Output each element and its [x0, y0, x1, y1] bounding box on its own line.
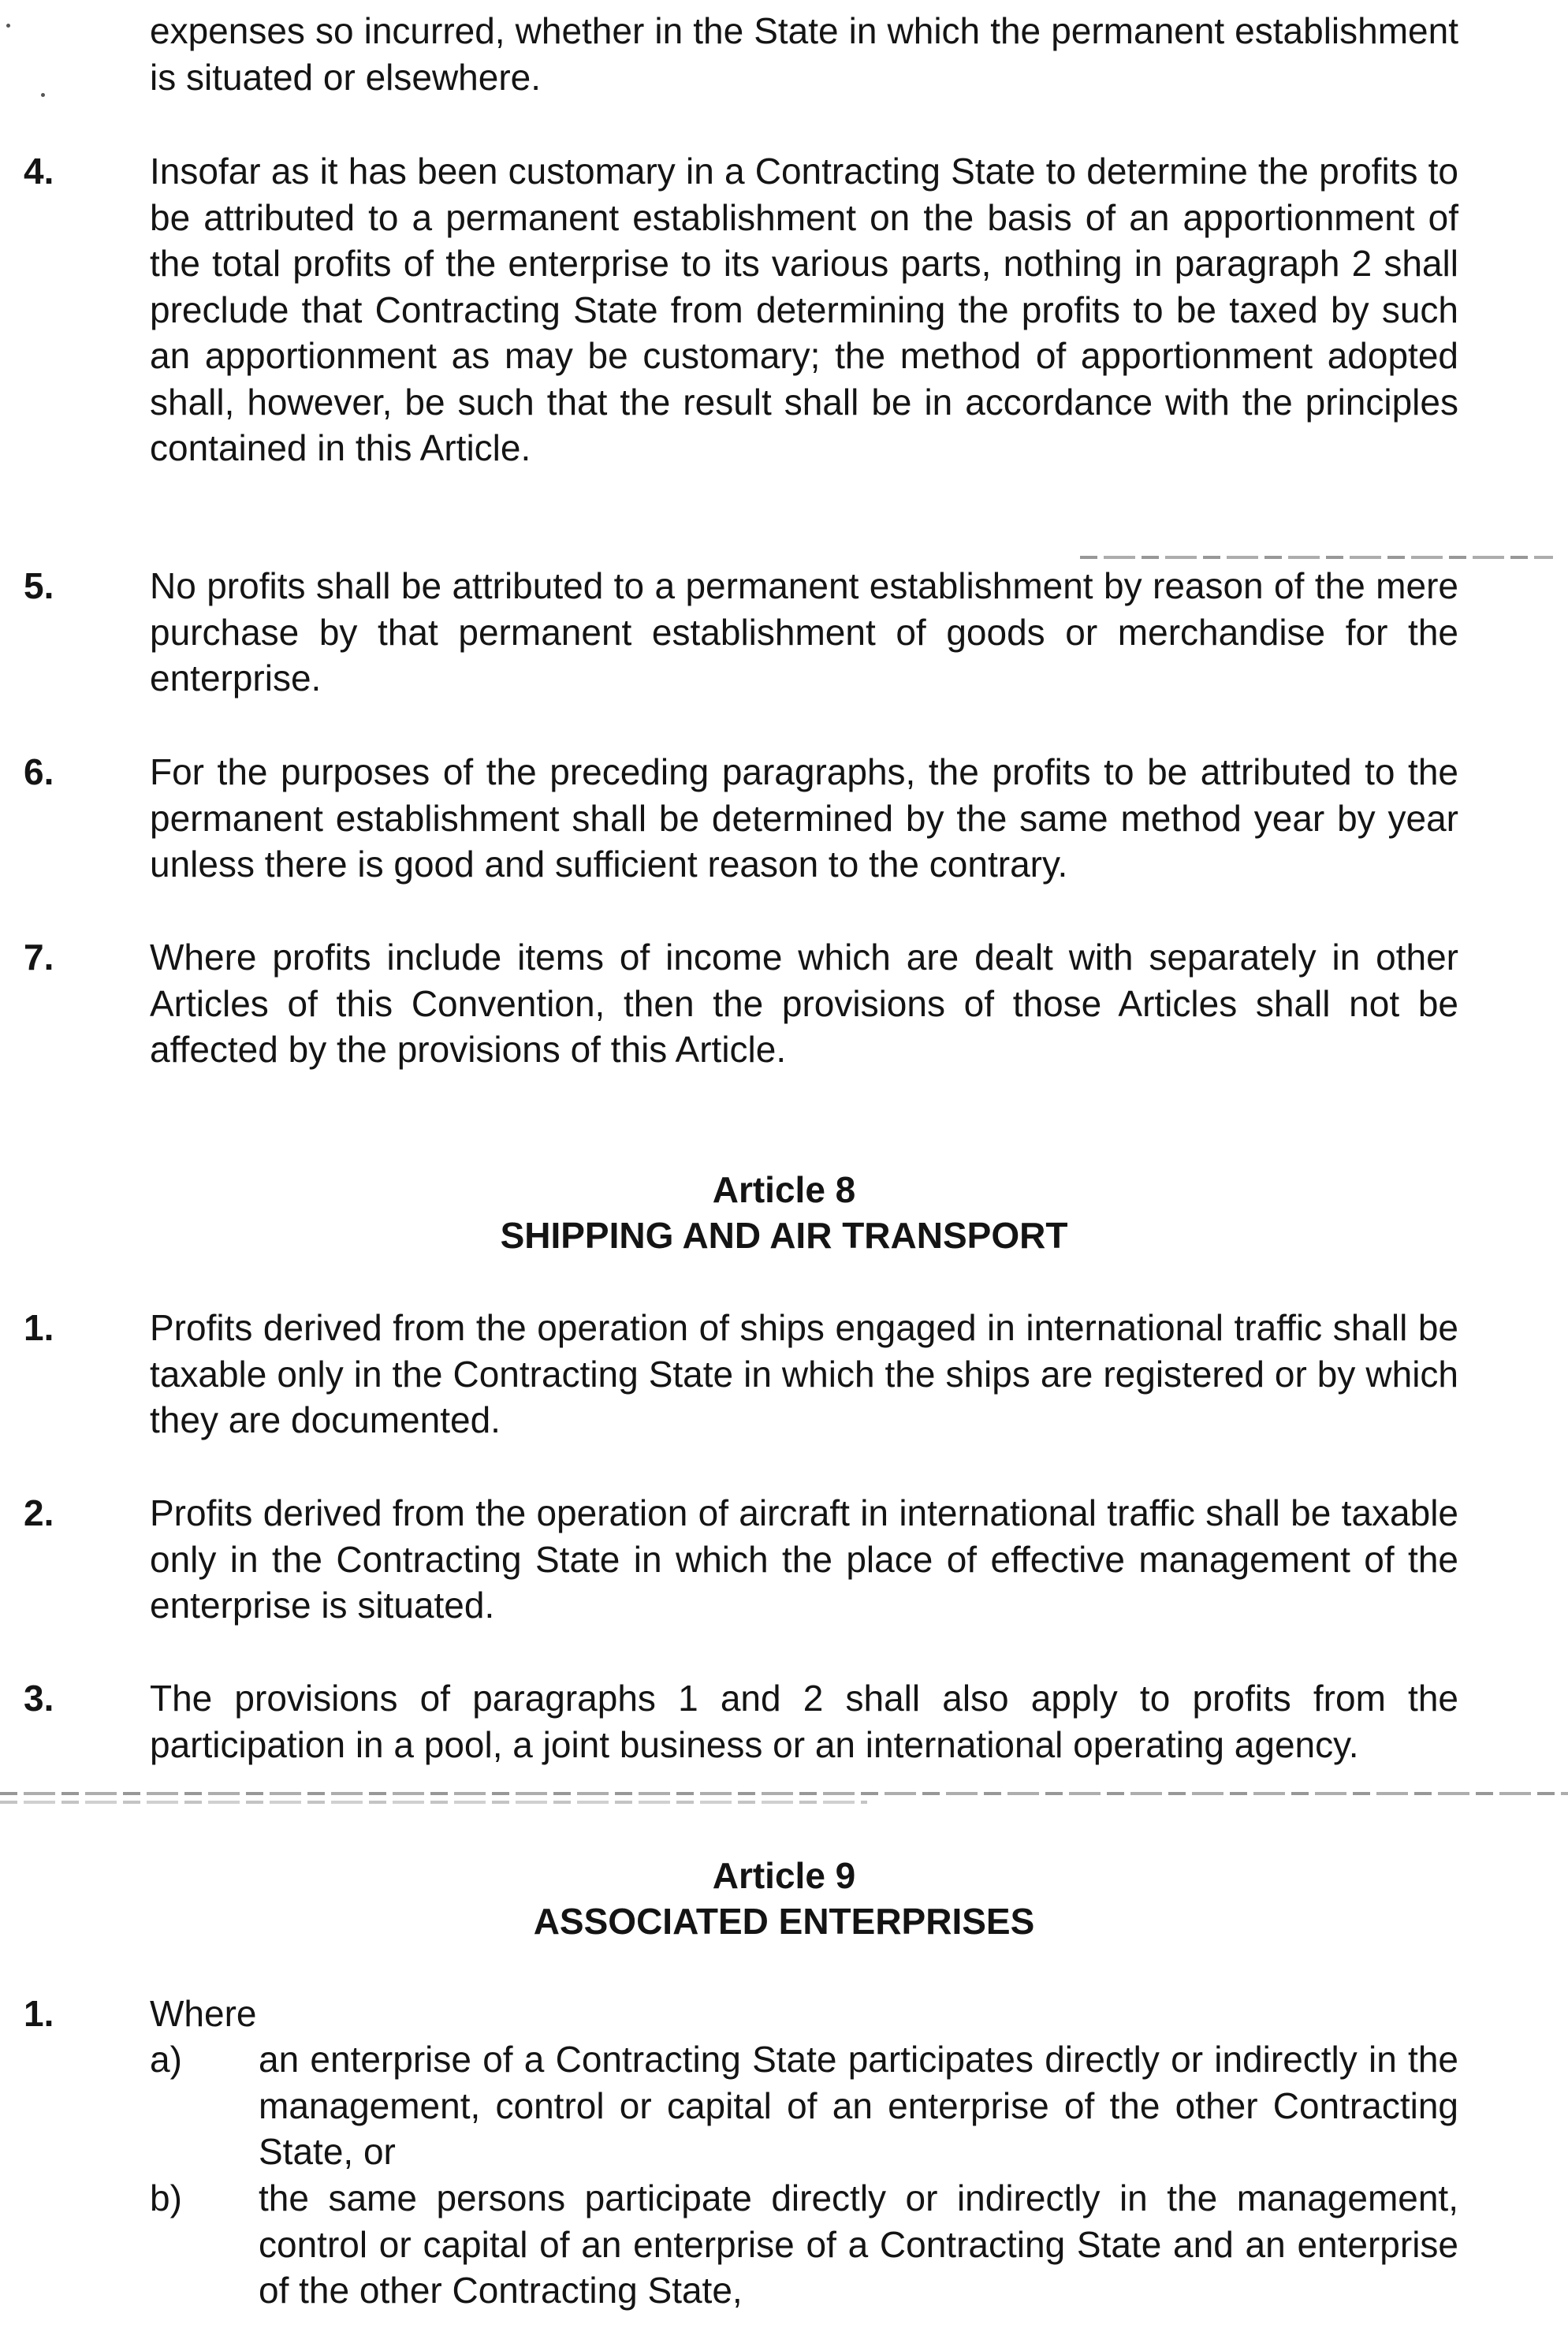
paragraph-number: 4. [24, 151, 54, 192]
scan-line-artifact [0, 1801, 867, 1804]
article9-number: Article 9 [712, 1855, 856, 1896]
paragraph-text: Where profits include items of income which are dealt with separately in other Articles of this Convention, then the provisions of those Articles shall not be affected by the provisions of this Article. [150, 937, 1458, 1070]
paragraph-text: The provisions of paragraphs 1 and 2 shall also apply to profits from the participation in a pool, a joint business or an international operating agency. [150, 1678, 1458, 1765]
article8-heading [0, 1167, 1568, 1258]
scan-line-artifact [0, 1792, 1568, 1795]
paragraph-text: Profits derived from the operation of ships engaged in international traffic shall be taxable only in the Contracting State in which the ships are registered or by which they are documented. [150, 1307, 1458, 1440]
item-text: an enterprise of a Contracting State participates directly or indirectly in the management, control or capital of an enterprise of the other Contracting State, or [259, 2039, 1458, 2172]
paragraph-number: 7. [24, 937, 54, 978]
paragraph-text: For the purposes of the preceding paragraphs, the profits to be attributed to the permanent establishment shall be determined by the same method year by year unless there is good and sufficient reason to the contrary. [150, 751, 1458, 885]
continuation-text: expenses so incurred, whether in the State in which the permanent establishment is situated or elsewhere. [150, 10, 1458, 98]
paragraph-number: 1. [24, 1993, 54, 2034]
paragraph-text: Profits derived from the operation of aircraft in international traffic shall be taxable only in the Contracting State in which the place of effective management of the enterprise is situated. [150, 1492, 1458, 1626]
paragraph-number: 6. [24, 751, 54, 792]
scan-speck [6, 24, 10, 28]
paragraph-number: 5. [24, 565, 54, 606]
paragraph-text: Insofar as it has been customary in a Contracting State to determine the profits to be attributed to a permanent establishment on the basis of an apportionment of the total profits of the enterprise to its various parts, nothing in paragraph 2 shall preclude that Contracting State from determining the profits to be taxed by such an apportionment as may be customary; the method of apportionment adopted shall, however, be such that the result shall be in accordance with the principles contained in this Article. [150, 151, 1458, 468]
item-text: the same persons participate directly or indirectly in the management, control or capital of an enterprise of a Contracting State and an enterprise of the other Contracting State, [259, 2177, 1458, 2311]
paragraph-intro: Where [150, 1993, 257, 2034]
paragraph-number: 3. [24, 1678, 54, 1719]
article8-title: SHIPPING AND AIR TRANSPORT [500, 1215, 1068, 1256]
item-label: b) [150, 2177, 182, 2218]
item-label: a) [150, 2039, 182, 2080]
paragraph-text: No profits shall be attributed to a permanent establishment by reason of the mere purchase by that permanent establishment of goods or merchandise for the enterprise. [150, 565, 1458, 698]
article8-number: Article 8 [712, 1169, 856, 1210]
scan-line-artifact [1080, 556, 1553, 559]
paragraph-number: 1. [24, 1307, 54, 1348]
scan-speck [41, 93, 45, 97]
paragraph-number: 2. [24, 1492, 54, 1533]
article9-heading [0, 1853, 1568, 1944]
article9-title: ASSOCIATED ENTERPRISES [533, 1901, 1035, 1942]
